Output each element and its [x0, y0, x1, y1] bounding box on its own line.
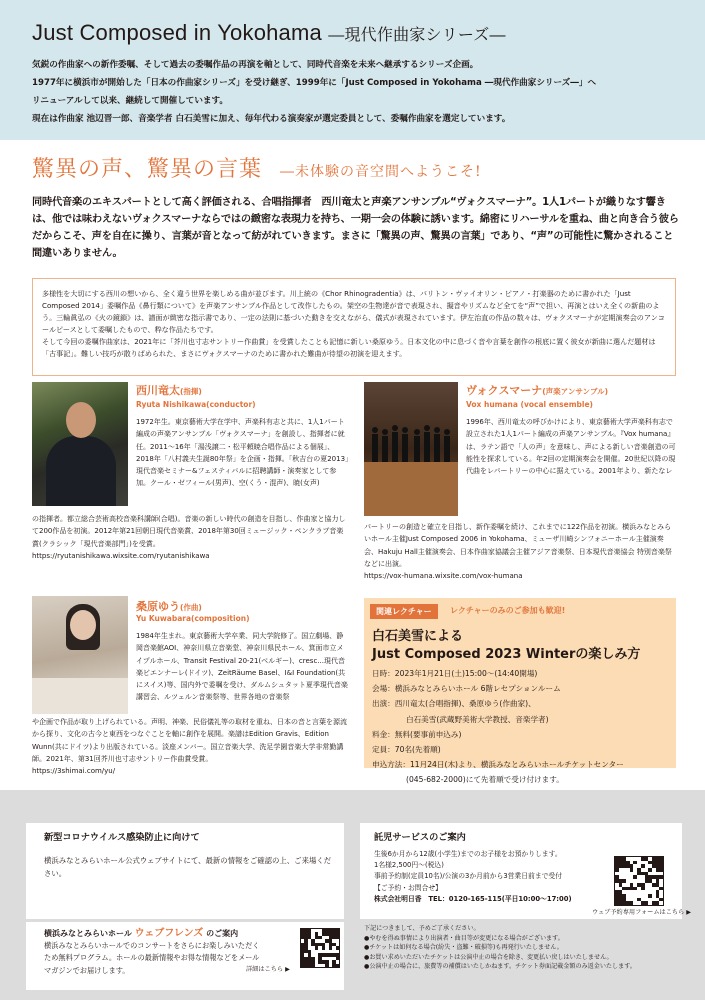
notice-line-3: ●お買い求めいただいたチケットは公演中止の場合を除き、変更払い戻しはいたしません。: [364, 953, 613, 961]
lecture-tag: 関連レクチャー: [370, 604, 438, 619]
nishikawa-role: (指揮): [180, 387, 202, 396]
qr-module: [659, 901, 663, 905]
voxhumana-name-text: ヴォクスマーナ: [466, 384, 543, 397]
covid-body: 横浜みなとみらいホール公式ウェブサイトにて、最新の情報をご確認の上、ご来場ください。: [44, 856, 332, 878]
lecture-date: 日時：2023年1月21日(土)15:00～(14:40開場): [372, 669, 538, 678]
qr-module: [336, 964, 339, 967]
nishikawa-photo: [32, 382, 128, 506]
lecture-title-2: Just Composed 2023 Winterの楽しみ方: [372, 647, 641, 662]
kuwabara-roma: Yu Kuwabara(composition): [136, 614, 250, 623]
ensemble-silhouettes: [364, 382, 458, 516]
webfriends-suffix: のご案内: [206, 929, 239, 938]
voxhumana-name: [466, 382, 608, 398]
lecture-apply: 申込方法：11月24日(木)より、横浜みなとみらいホールチケットセンター: [372, 760, 624, 770]
childcare-line-2: 1名様2,500円～(税込): [374, 861, 444, 870]
voxhumana-roma: Vox humana (vocal ensemble): [466, 400, 593, 409]
covid-title: 新型コロナウイルス感染防止に向けて: [44, 832, 200, 843]
concert-subtitle: ―未体験の音空間へようこそ!: [280, 164, 482, 180]
nishikawa-bio-cont: [32, 513, 350, 562]
childcare-line-5: 株式会社明日香 TEL：0120-165-115(平日10:00～17:00): [374, 894, 572, 903]
childcare-body: [374, 849, 604, 905]
series-description: [32, 56, 682, 128]
notice-line-4: ●公演中止の場合に、旅費等の補償はいたしかねます。チケット券面記載金額のみ返金いたします。: [364, 963, 636, 971]
kuwabara-photo: [32, 596, 128, 714]
lecture-performers: 出演：西川竜太(合唱指揮)、桑原ゆう(作曲家)、: [372, 699, 536, 709]
program-note-para-1: 多様性を大切にする西川の想いから、全く違う世界を楽しめる曲が並びます。川上統の《Chor Rhinogradentia》は、バリトン・ヴァイオリン・ピアノ・打楽器のために書かれた「Just Composed 2014」委嘱作品《鼻行類について》を声楽アンサンブル作品として改作したもの。架空の生物達が音で表現され、擬音やリズムなど全てを“声”で担い、再演とはいえ全くの新曲のよう。三輪眞弘の《火の鏡鎖》は、譜面が緻密な指示書であり、一定の法則に基づいた動きを交えながら、儀式が表現されています。伊左治直の作品の数々は、ヴォクスマーナが定期演奏会のアンコールピースとして委嘱したもので、粋な作品たちです。: [42, 289, 665, 334]
nishikawa-bio: 1972年生。東京藝術大学在学中、声楽科有志と共に、1人1パート編成の声楽アンサンブル「ヴォクスマーナ」を創設し、指揮者に就任。2011～16年「湯浅譲二・松平頼暁合唱作品による個展」、2018年「八村義夫生誕80年祭」を企画・指揮。「秋吉台の夏2013」現代音楽セミナー&フェスティバルに招聘講師・演奏家として参加。クール・ゼフィール(男声)、空(くう・混声)、暁(女声): [136, 418, 349, 488]
series-line-1: 気鋭の作曲家への新作委嘱、そして過去の委嘱作品の再演を軸として、同時代音楽を未来へ継承するシリーズ企画。: [32, 60, 479, 70]
notice-line-2: ●チケットは如何なる場合(紛失・盗難・破損等)も再発行いたしません。: [364, 944, 563, 952]
voxhumana-bio-rest: パートリーの創造と確立を目指し、新作委嘱を続け、これまでに122作品を初演。横浜みなとみらいホール主催Just Composed 2006 in Yokohama、ミューザ川崎シンフォニーホール主催演奏会、Hakuju Hall主催演奏会、日本作曲家協議会主催アジア音楽祭、日本現代音楽協会 特別音楽祭などに出演。: [364, 523, 672, 568]
webfriends-prefix: 横浜みなとみらいホール: [44, 929, 132, 938]
nishikawa-bio-rest: の指揮者。都立総合芸術高校音楽科講師(合唱)。音楽の新しい時代の創造を目指し、作曲家と協力して200作品を初演。2012年第21回朝日現代音楽賞、2018年第30回ミュージック・ペンクラブ音楽賞(クラシック「現代音楽部門」)を受賞。: [32, 515, 346, 548]
webfriends-name: ウェブフレンズ: [134, 928, 204, 939]
lecture-performers-cont: 白石美雪(武蔵野美術大学教授、音楽学者): [406, 714, 549, 724]
lecture-capacity: 定員：70名(先着順): [372, 745, 441, 755]
childcare-qr-caption[interactable]: ウェブ予約専用フォームはこちら ▶: [592, 909, 691, 916]
lecture-venue: 会場：横浜みなとみらいホール 6階レセプションルーム: [372, 684, 561, 694]
program-note-text: [42, 288, 668, 360]
webfriends-body: 横浜みなとみらいホールでのコンサートをさらにお楽しみいただくため無料プログラム。ホールの最新情報やお得な情報などをメールマガジンでお届けします。: [44, 941, 260, 975]
kuwabara-bio-rest: や企画で作品が取り上げられている。声明、神楽、民俗儀礼等の取材を重ね、日本の音と言葉を源流から探り、文化の古今と東西をつなぐことを軸に創作を展開。楽譜はEdition Gravis、Edition Wunn(共にドイツ)より出版されている。淡座メンバー。国立音楽大学、洗足学園音楽大学非常勤講師。2021年、第31回芥川也寸志サントリー作曲賞受賞。: [32, 718, 347, 763]
voxhumana-url[interactable]: https://vox-humana.wixsite.com/vox-humana: [364, 572, 523, 581]
webfriends-title: [44, 924, 238, 939]
photo-figure-face: [70, 610, 96, 640]
photo-desk: [32, 678, 128, 714]
lecture-details: [372, 666, 672, 788]
kuwabara-url[interactable]: https://3shimai.com/yu/: [32, 767, 116, 776]
concert-title-text: 驚異の声、驚異の言葉: [32, 157, 263, 182]
notice-line-0: 下記につきまして、予めご了承ください。: [364, 925, 480, 932]
lecture-apply-cont: (045-682-2000)にて先着順で受け付けます。: [406, 775, 564, 785]
nishikawa-name: [136, 382, 202, 398]
nishikawa-url[interactable]: https://ryutanishikawa.wixsite.com/ryutanishikawa: [32, 551, 210, 560]
photo-figure-face: [66, 402, 96, 438]
voxhumana-role: (声楽アンサンブル): [542, 387, 609, 396]
lecture-fee: 料金：無料(要事前申込み): [372, 729, 462, 739]
childcare-qr-code[interactable]: [614, 856, 664, 906]
kuwabara-role: (作曲): [180, 603, 202, 612]
nishikawa-roma: Ryuta Nishikawa(conductor): [136, 400, 256, 409]
series-title-text: Just Composed in Yokohama: [32, 20, 322, 45]
series-line-2: 1977年に横浜市が開始した「日本の作曲家シリーズ」を受け継ぎ、1999年に「Just Composed in Yokohama ―現代作曲家シリーズ―」へ: [32, 78, 597, 88]
notice-line-1: ●やむを得ぬ事情により出演者・曲目等が変更になる場合がございます。: [364, 934, 564, 942]
kuwabara-bio: 1984年生まれ。東京藝術大学卒業、同大学院修了。国立劇場、静岡音楽館AOI、神奈川県立音楽堂、神奈川県民ホール、箕面市立メイプルホール、Transit Festival 20-21(ベルギー)、cresc...現代音楽ビエンナーレ(ドイツ)、ZeitRäume Basel、I&I Foundation(共にスイス)等、国内外で委嘱を受け、ダルムシュタット夏季現代音楽講習会、ルツェルン音楽祭等、世界各地の音楽祭: [136, 632, 348, 702]
series-title: [32, 20, 506, 46]
childcare-title: 託児サービスのご案内: [374, 832, 466, 843]
program-note-para-2: そして今回の委嘱作曲家は、2021年に「芥川也寸志サントリー作曲賞」を受賞したことも記憶に新しい桑原ゆう。日本文化の中に息づく音や言葉を創作の根底に置く彼女が新曲に選んだ題材は「古事記」。難しい技巧が散りばめられた、まさにヴォクスマーナのために書かれた難曲が待望の初演を迎えます。: [42, 337, 656, 358]
childcare-line-4: 【ご予約・お問合せ】: [374, 883, 442, 892]
childcare-line-1: 生後6か月から12歳(小学生)までのお子様をお預かりします。: [374, 850, 562, 858]
photo-figure-body: [46, 436, 116, 506]
lead-paragraph: 同時代音楽のエキスパートとして高く評価される、合唱指揮者 西川竜太と声楽アンサンブル“ヴォクスマーナ”。1人1パートが織りなす響きは、他では味わえないヴォクスマーナならではの緻密な表現力を持ち、一期一会の体験に誘います。綿密にリハーサルを重ね、曲と向き合う彼らだからこそ、声を自在に操り、言葉が音となって紡がれていきます。まさに「驚異の声、驚異の言葉」であり、“声”の可能性に驚かされること間違いありません。: [32, 197, 679, 259]
concert-title: [32, 152, 482, 183]
kuwabara-name: [136, 598, 202, 614]
series-line-4: 現在は作曲家 池辺晋一郎、音楽学者 白石美雪に加え、毎年代わる演奏家が選定委員として、委嘱作曲家を選定しています。: [32, 114, 511, 124]
webfriends-qr-code[interactable]: [300, 928, 340, 968]
lecture-title-1: 白石美雪による: [372, 629, 464, 644]
voxhumana-bio-cont: [364, 521, 676, 582]
series-subtitle: ―現代作曲家シリーズ―: [328, 27, 506, 44]
series-line-3: リニューアルして以来、継続して開催しています。: [32, 96, 229, 106]
lecture-note: レクチャーのみのご参加も歓迎!: [450, 606, 566, 615]
kuwabara-name-text: 桑原ゆう: [136, 600, 180, 613]
notice-list: [364, 924, 684, 972]
voxhumana-bio: 1996年、西川竜太の呼びかけにより、東京藝術大学声楽科有志で設立された1人1パート編成の声楽アンサンブル。『Vox humana』は、ラテン語で「人の声」を意味し、声による新しい音楽創造の可能性を探求している。年2回の定期演奏会を開催。20世紀以降の現代曲をレパートリーの中心に据えている。2001年より、新たなレ: [466, 418, 676, 476]
childcare-line-3: 事前予約制(定員10名)/公演の3か月前から3営業日前まで受付: [374, 872, 563, 881]
nishikawa-name-text: 西川竜太: [136, 384, 180, 397]
kuwabara-bio-cont: [32, 716, 350, 777]
voxhumana-photo: [364, 382, 458, 516]
webfriends-more-link[interactable]: 詳細はこちら ▶: [246, 966, 290, 973]
